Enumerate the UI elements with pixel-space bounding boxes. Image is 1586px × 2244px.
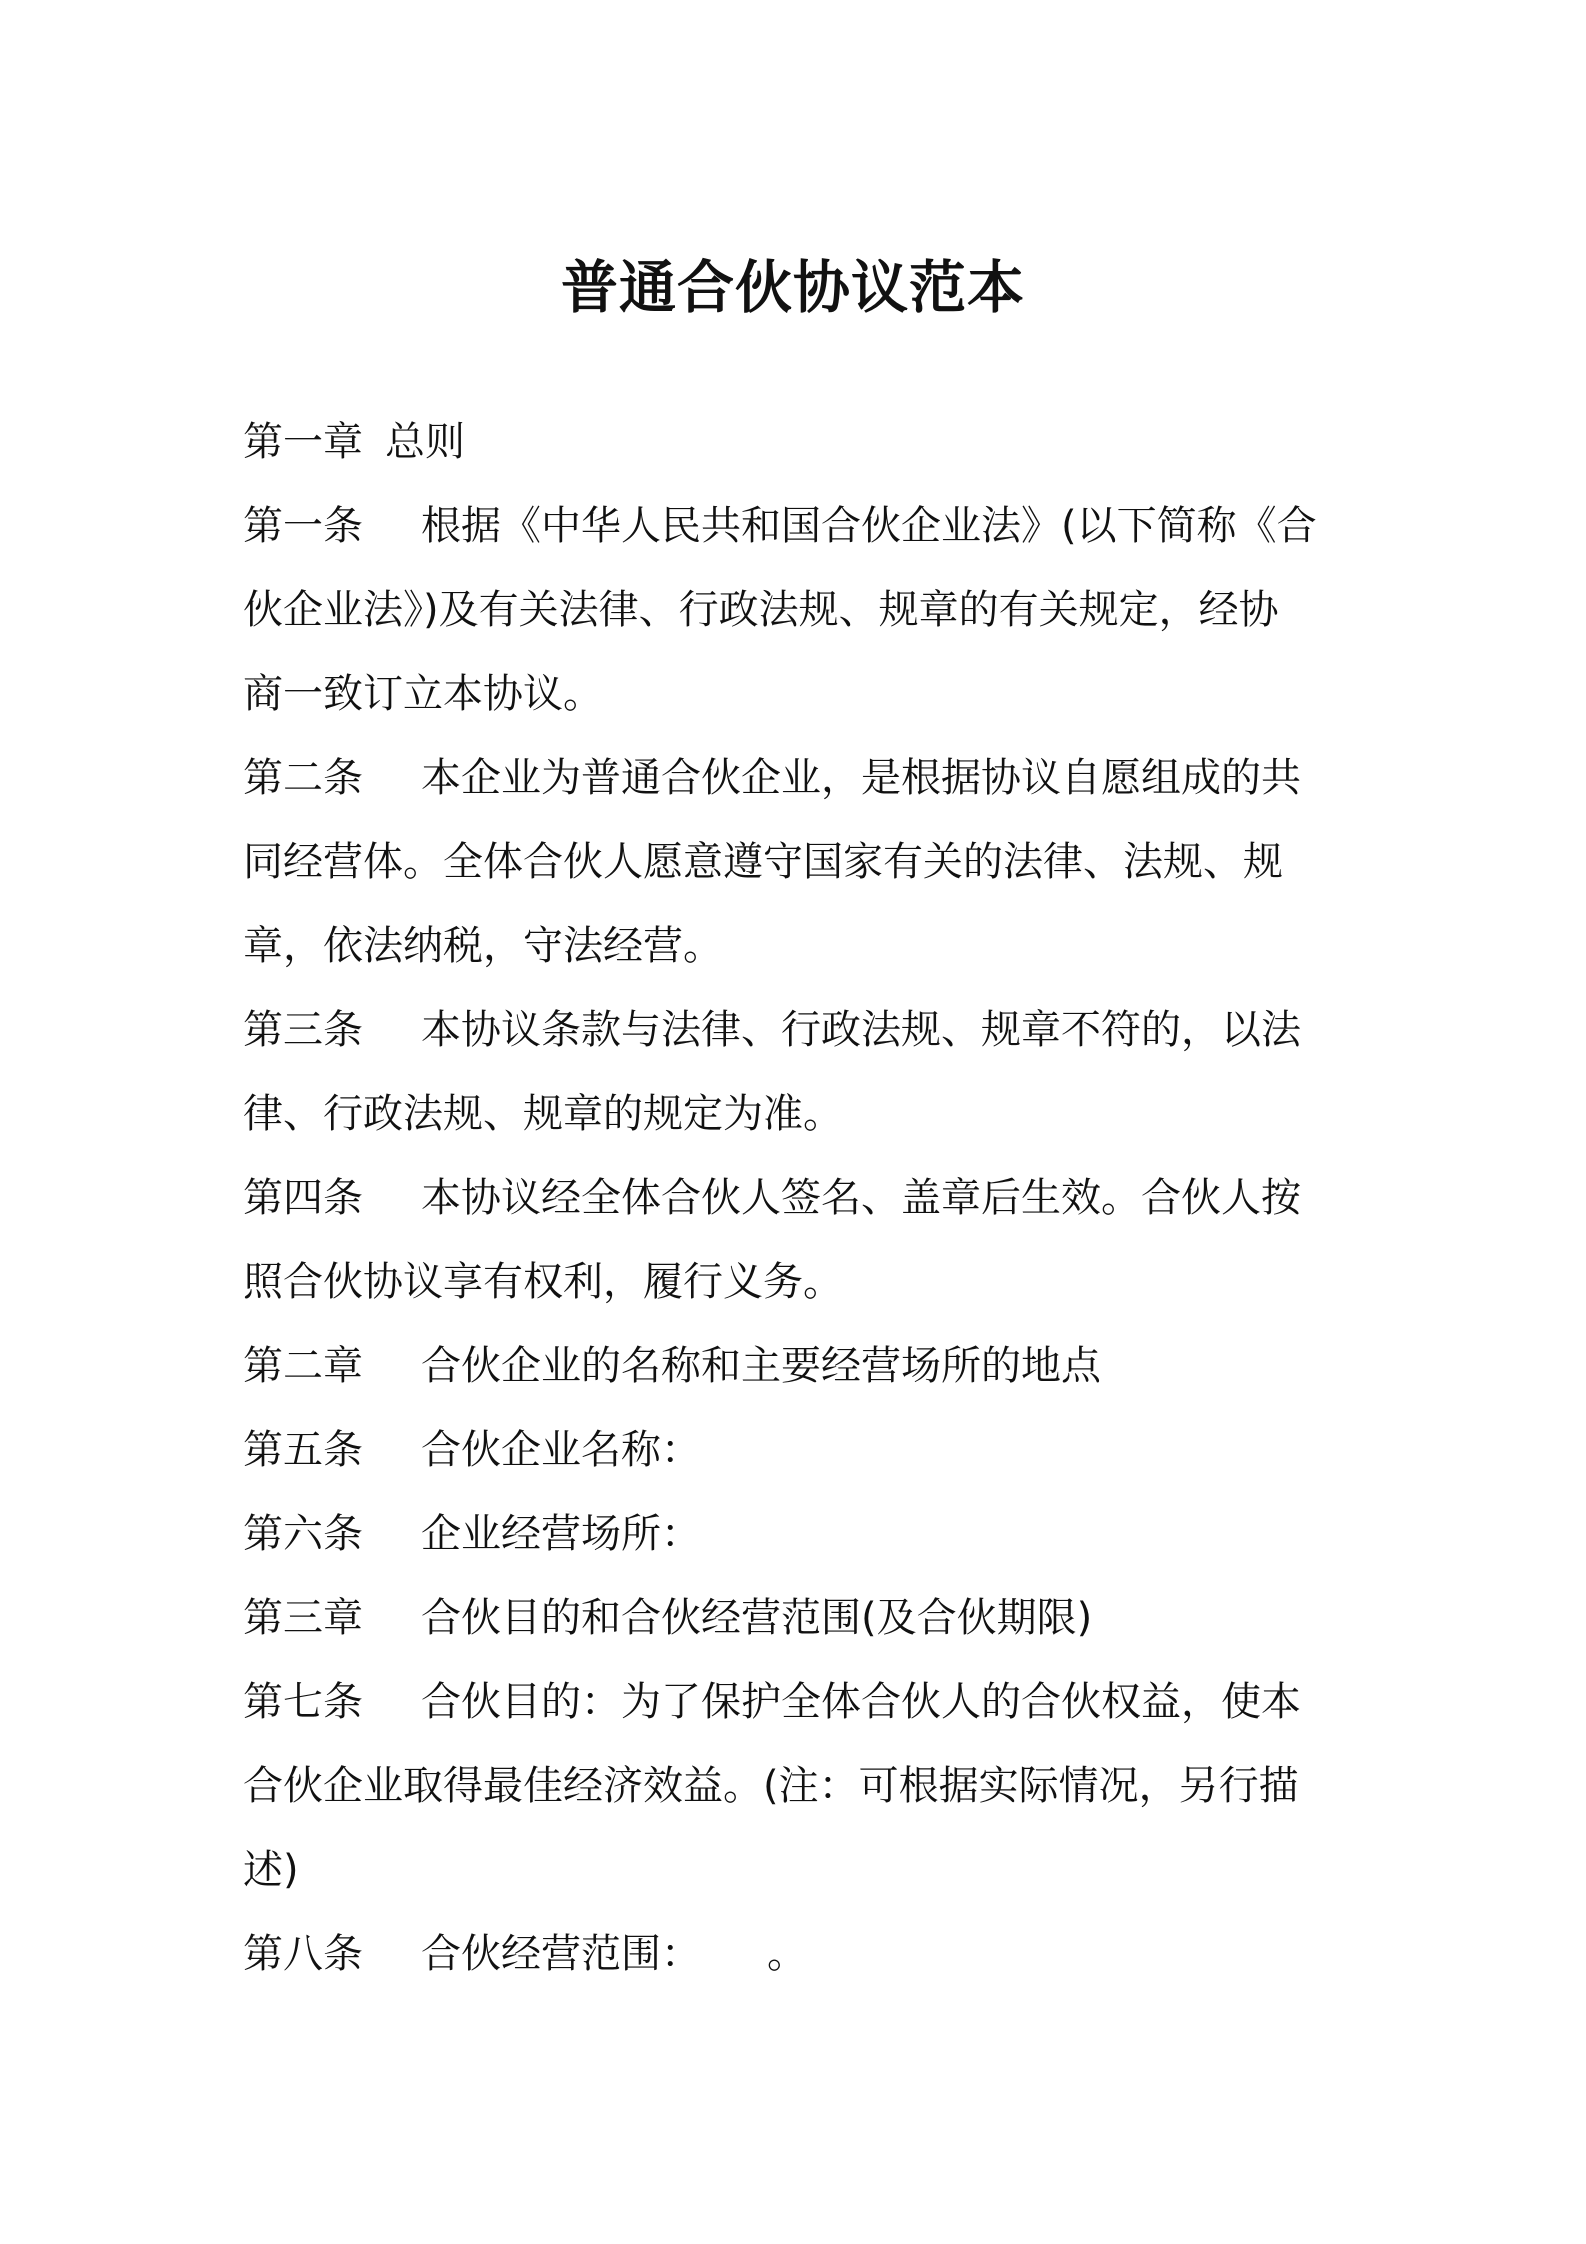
article-line	[243, 988, 1353, 1072]
article-heading: 第七条	[243, 1679, 363, 1725]
line-text: 本协议经全体合伙人签名、盖章后生效。合伙人按	[421, 1175, 1301, 1221]
line-text: 总则	[385, 419, 465, 465]
line-text: 企业经营场所：	[421, 1511, 701, 1557]
chapter-line	[243, 1576, 1353, 1660]
continuation-line	[243, 904, 1353, 988]
line-text: 本协议条款与法律、行政法规、规章不符的，以法	[421, 1007, 1301, 1053]
line-text: 合伙经营范围：	[421, 1931, 701, 1977]
line-text: 照合伙协议享有权利，履行义务。	[243, 1259, 843, 1305]
continuation-line	[243, 1828, 1353, 1912]
chapter-heading: 第一章	[243, 419, 363, 465]
chapter-line	[243, 1324, 1353, 1408]
article-heading: 第八条	[243, 1931, 363, 1977]
continuation-line	[243, 1744, 1353, 1828]
article-line	[243, 1912, 1353, 1996]
article-heading: 第四条	[243, 1175, 363, 1221]
article-heading: 第一条	[243, 503, 363, 549]
document-title: 普通合伙协议范本	[561, 255, 1025, 321]
line-text: 章，依法纳税，守法经营。	[243, 923, 723, 969]
article-line	[243, 1492, 1353, 1576]
line-tail: 。	[767, 1931, 807, 1977]
article-line	[243, 484, 1353, 568]
line-text: 合伙企业的名称和主要经营场所的地点	[421, 1343, 1101, 1389]
continuation-line	[243, 1240, 1353, 1324]
line-text: 合伙企业取得最佳经济效益。(注：可根据实际情况，另行描	[243, 1763, 1299, 1809]
article-line	[243, 1408, 1353, 1492]
line-text: 律、行政法规、规章的规定为准。	[243, 1091, 843, 1137]
line-text: 同经营体。全体合伙人愿意遵守国家有关的法律、法规、规	[243, 839, 1283, 885]
continuation-line	[243, 568, 1353, 652]
continuation-line	[243, 652, 1353, 736]
line-text: 商一致订立本协议。	[243, 671, 603, 717]
line-text: 根据《中华人民共和国合伙企业法》(以下简称《合	[421, 503, 1317, 549]
line-text: 合伙目的：为了保护全体合伙人的合伙权益，使本	[421, 1679, 1301, 1725]
line-text: 合伙企业名称：	[421, 1427, 701, 1473]
article-heading: 第六条	[243, 1511, 363, 1557]
article-heading: 第五条	[243, 1427, 363, 1473]
line-text: 述)	[243, 1847, 299, 1893]
line-text: 本企业为普通合伙企业，是根据协议自愿组成的共	[421, 755, 1301, 801]
document-body	[243, 400, 1353, 1996]
continuation-line	[243, 820, 1353, 904]
line-text: 合伙目的和合伙经营范围(及合伙期限)	[421, 1595, 1093, 1641]
article-line	[243, 1660, 1353, 1744]
chapter-heading: 第三章	[243, 1595, 363, 1641]
article-line	[243, 1156, 1353, 1240]
chapter-heading: 第二章	[243, 1343, 363, 1389]
article-heading: 第二条	[243, 755, 363, 801]
article-line	[243, 736, 1353, 820]
article-heading: 第三条	[243, 1007, 363, 1053]
line-text: 伙企业法》)及有关法律、行政法规、规章的有关规定，经协	[243, 587, 1279, 633]
chapter-line	[243, 400, 1353, 484]
continuation-line	[243, 1072, 1353, 1156]
